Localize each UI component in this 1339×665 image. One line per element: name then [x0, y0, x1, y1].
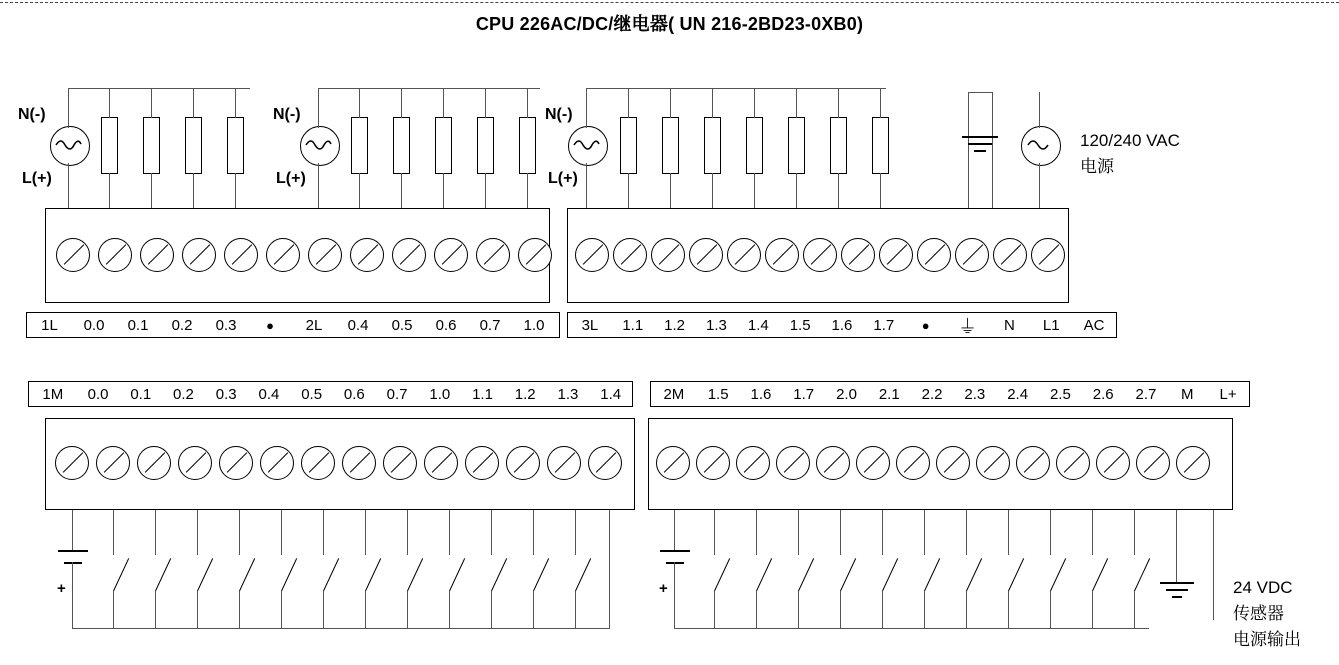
input-left-common-return [72, 562, 73, 628]
load-lead [193, 173, 194, 208]
terminal[interactable] [547, 446, 581, 480]
source1-neutral-label: N(-) [18, 106, 46, 123]
terminal-label: 1.2 [664, 316, 686, 334]
input-switch [756, 558, 772, 591]
terminal[interactable] [383, 446, 417, 480]
terminal[interactable] [342, 446, 376, 480]
ground-bar-1 [962, 136, 998, 138]
input-switch [1008, 558, 1024, 591]
terminal-label: 1.7 [793, 385, 815, 403]
terminal[interactable] [1136, 446, 1170, 480]
load-lead [193, 88, 194, 118]
load-lead [235, 173, 236, 208]
input-left-terminals [55, 446, 622, 480]
load-lead [712, 173, 713, 208]
battery-plate-short [666, 562, 684, 564]
load-lead [527, 88, 528, 118]
terminal[interactable] [260, 446, 294, 480]
load-resistor [435, 117, 452, 174]
sensor-lplus-lead [1213, 510, 1214, 620]
input-left-common-lead [72, 510, 73, 550]
input-right-common-lead [674, 510, 675, 550]
terminal[interactable] [816, 446, 850, 480]
switch-lead [491, 510, 492, 555]
terminal-label: 2.3 [964, 385, 986, 403]
switch-lead [449, 510, 450, 555]
load-lead [527, 173, 528, 208]
load-lead [235, 88, 236, 118]
load-lead [359, 88, 360, 118]
terminal[interactable] [392, 238, 426, 272]
switch-lead [966, 510, 967, 555]
terminal[interactable] [917, 238, 951, 272]
input-switch [407, 558, 423, 591]
terminal-label: 0.1 [130, 385, 152, 403]
terminal[interactable] [266, 238, 300, 272]
load-lead [754, 173, 755, 208]
terminal[interactable] [651, 238, 685, 272]
terminal[interactable] [736, 446, 770, 480]
load-resistor [519, 117, 536, 174]
earth-top-cap [968, 92, 992, 93]
load-lead [670, 88, 671, 118]
terminal[interactable] [301, 446, 335, 480]
switch-lead [407, 510, 408, 555]
battery-plate-long [660, 550, 690, 552]
switch-return [1092, 591, 1093, 628]
load-lead [485, 88, 486, 118]
terminal-label: 1M [42, 385, 64, 403]
input-switch [281, 558, 297, 591]
ac-source-icon-3 [568, 126, 608, 166]
switch-lead [1050, 510, 1051, 555]
terminal-label: N [1003, 316, 1015, 334]
terminal[interactable] [1031, 238, 1065, 272]
switch-return [924, 591, 925, 628]
switch-return [491, 591, 492, 628]
input-switch [365, 558, 381, 591]
load-lead [109, 88, 110, 118]
load-lead [796, 88, 797, 118]
source3-top-bus [586, 88, 886, 89]
switch-return [714, 591, 715, 628]
load-lead [628, 88, 629, 118]
load-resistor [620, 117, 637, 174]
load-resistor [143, 117, 160, 174]
terminal-label-dot: ● [921, 317, 930, 333]
load-lead [754, 88, 755, 118]
sensor-caption-line2: 传感器 [1233, 604, 1284, 623]
load-lead [670, 173, 671, 208]
terminal[interactable] [976, 446, 1010, 480]
terminal-label: AC [1083, 316, 1105, 334]
load-lead [796, 173, 797, 208]
terminal[interactable] [476, 238, 510, 272]
terminal-label: 2.0 [836, 385, 857, 403]
output-right-terminals [575, 238, 1065, 272]
switch-return [1134, 591, 1135, 628]
terminal-label: M [1181, 385, 1194, 403]
terminal-label: L1 [1042, 316, 1060, 334]
switch-return [1050, 591, 1051, 628]
terminal[interactable] [55, 446, 89, 480]
switch-lead [113, 510, 114, 555]
switch-return [756, 591, 757, 628]
top-dashed-border [0, 2, 1339, 3]
load-resistor [477, 117, 494, 174]
terminal-label: 3L [581, 316, 599, 334]
terminal[interactable] [465, 446, 499, 480]
terminal-label: 1.2 [514, 385, 536, 403]
load-resistor [830, 117, 847, 174]
terminal[interactable] [656, 446, 690, 480]
output-left-terminals [56, 238, 552, 272]
battery-plate-short [64, 562, 82, 564]
supply-caption-line1: 120/240 VAC [1080, 131, 1180, 150]
input-right-common-return [674, 562, 675, 628]
terminal-label: 0.3 [215, 385, 237, 403]
switch-lead [1134, 510, 1135, 555]
terminal-label: 1.3 [706, 316, 727, 334]
terminal[interactable] [182, 238, 216, 272]
earth-lead-right [992, 92, 993, 208]
terminal[interactable] [137, 446, 171, 480]
switch-lead [924, 510, 925, 555]
load-resistor [185, 117, 202, 174]
page-title: CPU 226AC/DC/继电器( UN 216-2BD23-0XB0) [475, 14, 864, 34]
terminal-label: 0.6 [435, 316, 457, 334]
switch-lead [840, 510, 841, 555]
switch-lead [798, 510, 799, 555]
terminal[interactable] [434, 238, 468, 272]
input-switch [239, 558, 255, 591]
switch-lead [882, 510, 883, 555]
load-lead [401, 173, 402, 208]
terminal-label: 2.6 [1092, 385, 1114, 403]
switch-return [197, 591, 198, 628]
terminal-label: 2.2 [921, 385, 943, 403]
load-lead [628, 173, 629, 208]
load-resistor [393, 117, 410, 174]
switch-return [323, 591, 324, 628]
switch-return [966, 591, 967, 628]
battery-plus-label: + [659, 580, 668, 597]
switch-lead [714, 510, 715, 555]
ac-source-icon-1 [50, 126, 90, 166]
terminal[interactable] [936, 446, 970, 480]
terminal-label: 0.7 [479, 316, 501, 334]
terminal[interactable] [841, 238, 875, 272]
switch-return [155, 591, 156, 628]
switch-return [798, 591, 799, 628]
input-left-bottom-bus [72, 628, 610, 629]
terminal-label: 1.1 [472, 385, 493, 403]
switch-return [1008, 591, 1009, 628]
load-resistor [704, 117, 721, 174]
load-resistor [101, 117, 118, 174]
input-switch [882, 558, 898, 591]
switch-return [281, 591, 282, 628]
terminal-label: 2.4 [1007, 385, 1029, 403]
switch-return [882, 591, 883, 628]
terminal[interactable] [224, 238, 258, 272]
input-switch [840, 558, 856, 591]
load-lead [109, 173, 110, 208]
terminal[interactable] [727, 238, 761, 272]
terminal[interactable] [613, 238, 647, 272]
mains-ac-source-icon [1021, 126, 1061, 166]
terminal[interactable] [575, 238, 609, 272]
switch-lead [365, 510, 366, 555]
ground-bar-3 [974, 150, 986, 152]
terminal-label: 1.5 [707, 385, 729, 403]
output-right-label-bar [567, 312, 1117, 338]
earth-lead [968, 92, 969, 208]
output-left-label-bar [26, 312, 560, 338]
input-switch [533, 558, 549, 591]
switch-lead [609, 510, 610, 628]
terminal-label: 1.4 [600, 385, 622, 403]
terminal-label: 0.0 [83, 316, 105, 334]
source2-bottom-lead [318, 163, 319, 208]
source2-neutral-label: N(-) [273, 106, 301, 123]
battery-plus-label: + [57, 580, 66, 597]
terminal-label: 1.0 [523, 316, 545, 334]
input-left-label-bar [28, 381, 633, 407]
battery-plate-long [58, 550, 88, 552]
terminal-label: 1.1 [622, 316, 644, 334]
terminal[interactable] [1176, 446, 1210, 480]
load-lead [401, 88, 402, 118]
switch-return [113, 591, 114, 628]
load-lead [838, 173, 839, 208]
terminal-label: 2L [305, 316, 323, 334]
load-lead [838, 88, 839, 118]
terminal-label: 0.5 [301, 385, 323, 403]
terminal-label-dot: ● [266, 317, 274, 333]
input-switch [798, 558, 814, 591]
switch-lead [155, 510, 156, 555]
input-switch [491, 558, 507, 591]
terminal-label: 0.2 [173, 385, 194, 403]
terminal-label: 2.1 [878, 385, 900, 403]
terminal-label: 0.7 [386, 385, 408, 403]
switch-lead [1092, 510, 1093, 555]
terminal-label: 1.3 [557, 385, 579, 403]
source1-top-bus [68, 88, 250, 89]
ac-source-icon-2 [300, 126, 340, 166]
source1-bottom-lead [68, 163, 69, 208]
source3-bottom-lead [586, 163, 587, 208]
terminal[interactable] [765, 238, 799, 272]
terminal-label: 1.7 [873, 316, 895, 334]
terminal[interactable] [896, 446, 930, 480]
switch-return [533, 591, 534, 628]
sensor-caption-line1: 24 VDC [1233, 578, 1293, 597]
load-lead [443, 88, 444, 118]
terminal[interactable] [506, 446, 540, 480]
terminal-label: 0.4 [347, 316, 369, 334]
load-resistor [227, 117, 244, 174]
terminal-label: 1.0 [429, 385, 451, 403]
switch-lead [281, 510, 282, 555]
terminal[interactable] [1096, 446, 1130, 480]
terminal[interactable] [518, 238, 552, 272]
load-lead [151, 88, 152, 118]
terminal-label: 1.6 [831, 316, 853, 334]
ground-bar-2 [968, 143, 992, 145]
terminal-label: 0.4 [258, 385, 280, 403]
terminal[interactable] [98, 238, 132, 272]
terminal[interactable] [56, 238, 90, 272]
load-resistor [872, 117, 889, 174]
terminal-label: 0.6 [343, 385, 365, 403]
terminal-label: 0.3 [215, 316, 237, 334]
mains-bottom-lead [1039, 163, 1040, 208]
load-lead [359, 173, 360, 208]
terminal-label: 2.5 [1049, 385, 1071, 403]
terminal-label: 0.2 [171, 316, 193, 334]
terminal[interactable] [1056, 446, 1090, 480]
terminal[interactable] [993, 238, 1027, 272]
switch-lead [575, 510, 576, 555]
switch-return [239, 591, 240, 628]
supply-caption-line2: 电源 [1080, 157, 1114, 176]
sensor-ground-bar-1 [1160, 582, 1194, 584]
input-switch [1134, 558, 1150, 591]
terminal[interactable] [96, 446, 130, 480]
source3-top-lead [586, 88, 587, 128]
terminal[interactable] [776, 446, 810, 480]
source1-line-label: L(+) [22, 170, 52, 187]
load-lead [151, 173, 152, 208]
switch-lead [239, 510, 240, 555]
terminal[interactable] [350, 238, 384, 272]
mains-top-lead [1039, 92, 1040, 128]
switch-lead [197, 510, 198, 555]
terminal-label: 1.6 [750, 385, 772, 403]
sensor-ground-bar-3 [1172, 596, 1182, 598]
input-switch [575, 558, 591, 591]
terminal[interactable] [140, 238, 174, 272]
load-lead [443, 173, 444, 208]
terminal-label-earth: ⏚ [958, 316, 978, 338]
input-switch [113, 558, 129, 591]
source2-top-bus [318, 88, 540, 89]
terminal[interactable] [424, 446, 458, 480]
sensor-caption-line3: 电源输出 [1233, 630, 1301, 649]
sensor-ground-bar-2 [1166, 589, 1188, 591]
input-right-bottom-bus [674, 628, 1149, 629]
terminal-label: L+ [1219, 385, 1237, 403]
load-resistor [746, 117, 763, 174]
switch-return [365, 591, 366, 628]
input-right-terminals [656, 446, 1210, 480]
load-resistor [662, 117, 679, 174]
supply-caption [1080, 128, 1180, 180]
terminal[interactable] [879, 238, 913, 272]
sensor-supply-caption [1233, 575, 1301, 653]
switch-return [575, 591, 576, 628]
switch-return [840, 591, 841, 628]
terminal-label: 1.5 [789, 316, 811, 334]
load-lead [712, 88, 713, 118]
terminal[interactable] [308, 238, 342, 272]
input-switch [323, 558, 339, 591]
input-switch [1050, 558, 1066, 591]
source1-top-lead [68, 88, 69, 128]
switch-lead [323, 510, 324, 555]
source2-line-label: L(+) [276, 170, 306, 187]
input-switch [924, 558, 940, 591]
terminal[interactable] [803, 238, 837, 272]
terminal[interactable] [856, 446, 890, 480]
terminal-label: 1.4 [747, 316, 769, 334]
load-resistor [351, 117, 368, 174]
switch-return [449, 591, 450, 628]
load-lead [880, 88, 881, 118]
terminal-label: 0.5 [391, 316, 413, 334]
terminal[interactable] [1016, 446, 1050, 480]
source3-neutral-label: N(-) [545, 106, 573, 123]
input-switch [714, 558, 730, 591]
input-switch [197, 558, 213, 591]
terminal-label: 0.0 [87, 385, 109, 403]
source2-top-lead [318, 88, 319, 128]
input-switch [966, 558, 982, 591]
load-lead [880, 173, 881, 208]
input-right-label-bar [650, 381, 1250, 407]
terminal-label: 2M [663, 385, 685, 403]
terminal[interactable] [696, 446, 730, 480]
terminal-label: 1L [41, 316, 58, 334]
input-switch [155, 558, 171, 591]
load-lead [485, 173, 486, 208]
source3-line-label: L(+) [548, 170, 578, 187]
switch-return [407, 591, 408, 628]
input-switch [1092, 558, 1108, 591]
terminal-label: 2.7 [1135, 385, 1157, 403]
switch-lead [533, 510, 534, 555]
sensor-ground-lead [1176, 510, 1177, 582]
switch-lead [1008, 510, 1009, 555]
terminal[interactable] [178, 446, 212, 480]
terminal[interactable] [219, 446, 253, 480]
terminal[interactable] [588, 446, 622, 480]
terminal[interactable] [955, 238, 989, 272]
switch-lead [756, 510, 757, 555]
load-resistor [788, 117, 805, 174]
input-switch [449, 558, 465, 591]
terminal[interactable] [689, 238, 723, 272]
terminal-label: 0.1 [127, 316, 149, 334]
